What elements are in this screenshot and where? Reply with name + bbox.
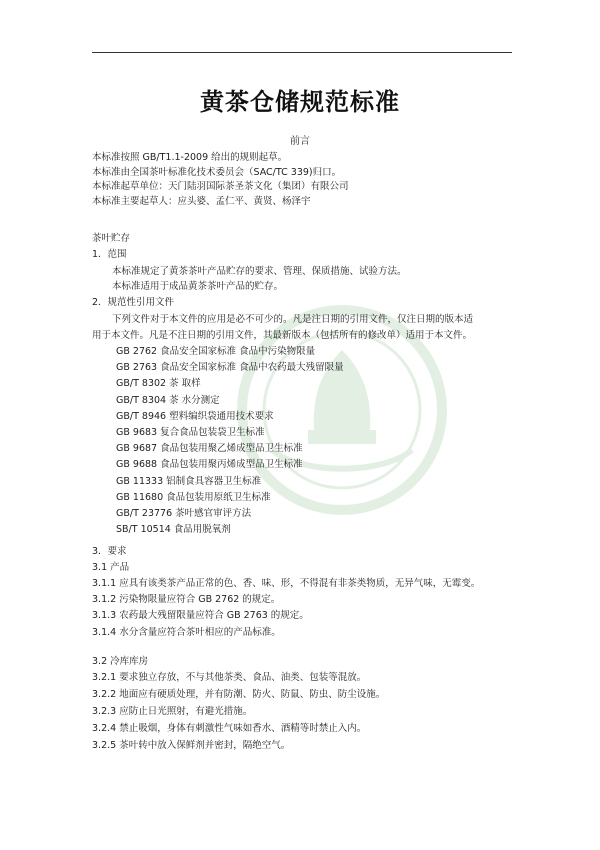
preface-line: 本标准由全国茶叶标准化技术委员会（SAC/TC 339)归口。 xyxy=(92,166,342,178)
requirement-item: 3.2.4 禁止吸烟，身体有刺激性气味如香水、酒精等时禁止入内。 xyxy=(92,723,367,734)
preface-line: 本标准起草单位：天门陆羽国际茶圣茶文化（集团）有限公司 xyxy=(92,181,349,192)
reference-item: GB/T 8304 茶 水分测定 xyxy=(116,394,220,406)
requirement-item: 3.2.1 要求独立存放，不与其他茶类、食品、油类、包装等混放。 xyxy=(92,672,367,683)
document-title: 黄茶仓储规范标准 xyxy=(200,88,400,116)
requirement-item: 3.2.2 地面应有硬质处理，并有防潮、防火、防鼠、防虫、防尘设施。 xyxy=(92,689,386,700)
section-heading: 3．要求 xyxy=(92,546,127,557)
body-line: 用于本文件。凡是不注日期的引用文件，其最新版本（包括所有的修改单）适用于本文件。 xyxy=(92,330,473,341)
preface-heading: 前言 xyxy=(290,136,310,147)
reference-item: GB/T 23776 茶叶感官审评方法 xyxy=(116,508,252,519)
reference-item: GB 9683 复合食品包装袋卫生标准 xyxy=(116,427,265,438)
body-line: 下列文件对于本文件的应用是必不可少的。凡是注日期的引用文件，仅注日期的版本适 xyxy=(112,314,474,325)
section-title: 茶叶贮存 xyxy=(92,233,131,244)
reference-item: GB 2763 食品安全国家标准 食品中农药最大残留限量 xyxy=(116,362,344,374)
reference-item: GB 2762 食品安全国家标准 食品中污染物限量 xyxy=(116,346,316,357)
requirement-item: 3.1.4 水分含量应符合茶叶相应的产品标准。 xyxy=(92,626,281,638)
reference-item: GB 9688 食品包装用聚丙烯成型品卫生标准 xyxy=(116,459,303,471)
preface-line: 本标准按照 GB/T1.1-2009 给出的规则起草。 xyxy=(92,152,288,163)
subsection-heading: 3.1 产品 xyxy=(92,562,130,573)
reference-item: GB 9687 食品包装用聚乙烯成型品卫生标准 xyxy=(116,443,303,455)
section-heading: 1．范围 xyxy=(92,249,127,260)
body-line: 本标准适用于成品黄茶茶叶产品的贮存。 xyxy=(112,281,284,292)
reference-item: GB/T 8946 塑料编织袋通用技术要求 xyxy=(116,410,274,422)
reference-item: GB/T 8302 茶 取样 xyxy=(116,378,201,390)
reference-item: GB 11680 食品包装用原纸卫生标准 xyxy=(116,491,271,503)
body-line: 本标准规定了黄茶茶叶产品贮存的要求、管理、保质措施、试验方法。 xyxy=(112,266,407,277)
reference-item: SB/T 10514 食品用脱氧剂 xyxy=(116,524,231,536)
header-rule xyxy=(92,52,512,53)
requirement-item: 3.1.1 应具有该类茶产品正常的色、香、味、形，不得混有非茶类物质，无异气味，无霉变。 xyxy=(92,578,481,589)
requirement-item: 3.1.2 污染物限量应符合 GB 2762 的规定。 xyxy=(92,594,281,606)
preface-line: 本标准主要起草人：应头婆、孟仁平、黄贤、杨泽宇 xyxy=(92,195,311,207)
requirement-item: 3.2.3 应防止日光照射，有避光措施。 xyxy=(92,706,253,717)
section-heading: 2．规范性引用文件 xyxy=(92,297,175,308)
requirement-item: 3.2.5 茶叶转中放入保鲜剂并密封，隔绝空气。 xyxy=(92,740,291,751)
subsection-heading: 3.2 冷库库房 xyxy=(92,656,149,667)
reference-item: GB 11333 铝制食具容器卫生标准 xyxy=(116,475,262,487)
requirement-item: 3.1.3 农药最大残留限量应符合 GB 2763 的规定。 xyxy=(92,610,309,622)
